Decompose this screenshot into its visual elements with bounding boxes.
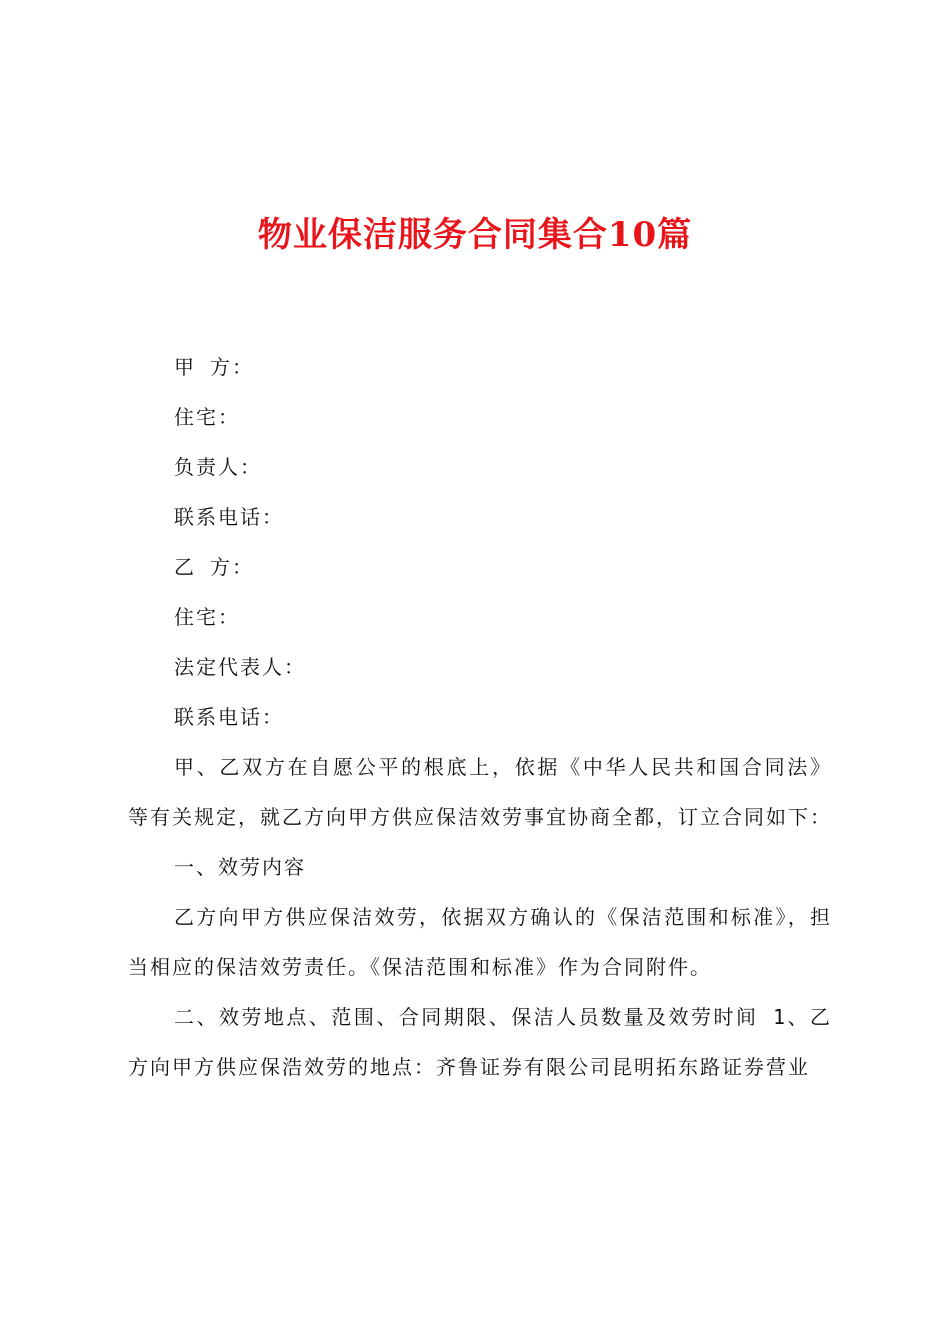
document-body <box>128 342 832 1092</box>
party-a-responsible-label: 负责人： <box>174 455 262 479</box>
party-b-phone-label: 联系电话： <box>174 705 284 729</box>
party-b-address-label: 住宅： <box>174 605 240 629</box>
party-b-legal-rep-label: 法定代表人： <box>174 655 306 679</box>
section-1-paragraph: 乙方向甲方供应保洁效劳，依据双方确认的《保洁范围和标准》，担当相应的保洁效劳责任。《保洁范围和标准》作为合同附件。 <box>128 905 832 979</box>
section-1-heading: 一、效劳内容 <box>174 855 306 879</box>
document-title: 物业保洁服务合同集合10篇 <box>257 215 693 255</box>
party-b-label: 乙 方： <box>174 555 255 579</box>
intro-paragraph: 甲、乙双方在自愿公平的根底上，依据《中华人民共和国合同法》等有关规定，就乙方向甲方供应保洁效劳事宜协商全都，订立合同如下： <box>128 755 832 829</box>
section-2-paragraph: 二、效劳地点、范围、合同期限、保洁人员数量及效劳时间 1、乙方向甲方供应保浩效劳的地点：齐鲁证券有限公司昆明拓东路证券营业 <box>128 1005 832 1079</box>
party-a-address-label: 住宅： <box>174 405 240 429</box>
party-a-phone-label: 联系电话： <box>174 505 284 529</box>
party-a-label: 甲 方： <box>174 355 255 379</box>
